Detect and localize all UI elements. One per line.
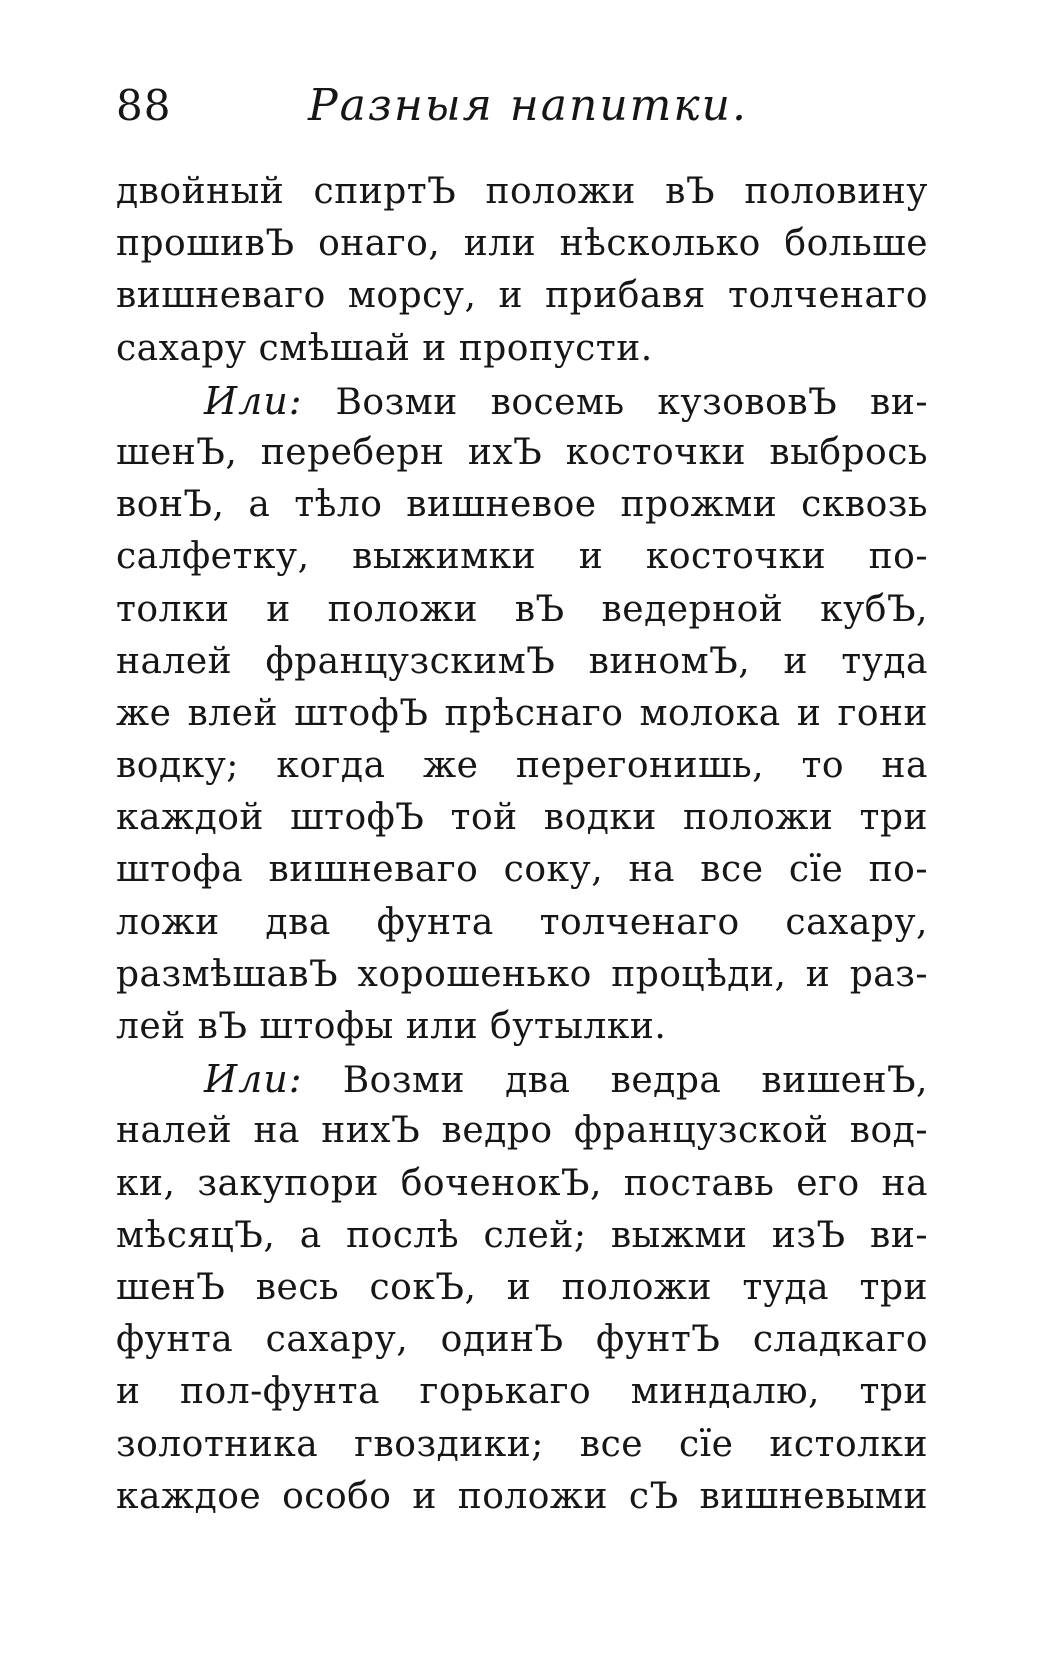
page-number: 88 (116, 81, 172, 130)
text-line: салфетку, выжимки и косточки по- (116, 536, 928, 578)
text-line: и пол-фунта горькаго миндалю, три (116, 1371, 928, 1413)
text-line: мѣсяцЪ, а послѣ слей; выжми изЪ ви- (116, 1214, 928, 1256)
text-line: штофа вишневаго соку, на все сїе по- (116, 849, 928, 891)
text-line: сахару смѣшай и пропусти. (116, 327, 653, 369)
text-line: ки, закупори боченокЪ, поставь его на (116, 1162, 928, 1204)
text-line: шенЪ весь сокЪ, и положи туда три (116, 1266, 928, 1308)
paragraph-lead: Или: (204, 378, 303, 423)
running-head: Разныя напитки. (308, 80, 748, 131)
text-line: фунта сахару, одинЪ фунтЪ сладкаго (116, 1319, 928, 1361)
text-line-paragraph-start: Или: Возми восемь кузововЪ ви- (204, 378, 928, 423)
text-line: лей вЪ штофы или бутылки. (116, 1006, 667, 1047)
text-line: размѣшавЪ хорошенько процѣди, и раз- (116, 953, 928, 995)
text-line: вонЪ, а тѣло вишневое прожми сквозь (116, 484, 928, 526)
body-text (116, 166, 928, 1523)
text-line: водку; когда же перегонишь, то на (116, 745, 928, 787)
text-line: ложи два фунта толченаго сахару, (116, 901, 928, 943)
text-line: налей французскимЪ виномЪ, и туда (116, 640, 928, 682)
text-line: двойный спиртЪ положи вЪ половину (116, 171, 928, 212)
text-line: толки и положи вЪ ведерной кубЪ, (116, 588, 928, 630)
text-line: золотника гвоздики; все сїе истолки (116, 1423, 928, 1465)
text-line: каждой штофЪ той водки положи три (116, 797, 928, 839)
text-line: вишневаго морсу, и прибавя толченаго (116, 275, 928, 317)
text-line: шенЪ, переберн ихЪ косточки выбрось (116, 431, 928, 473)
text-line: налей на нихЪ ведро французской вод- (116, 1110, 928, 1152)
page-header (116, 76, 936, 136)
paragraph-lead: Или: (204, 1057, 303, 1102)
text-line-paragraph-start: Или: Возми два ведра вишенЪ, (204, 1057, 928, 1102)
text-line: прошивЪ онаго, или нѣсколько больше (116, 223, 928, 265)
text-line: каждое особо и положи сЪ вишневыми (116, 1475, 928, 1517)
text-line: же влей штофЪ прѣснаго молока и гони (116, 692, 928, 734)
